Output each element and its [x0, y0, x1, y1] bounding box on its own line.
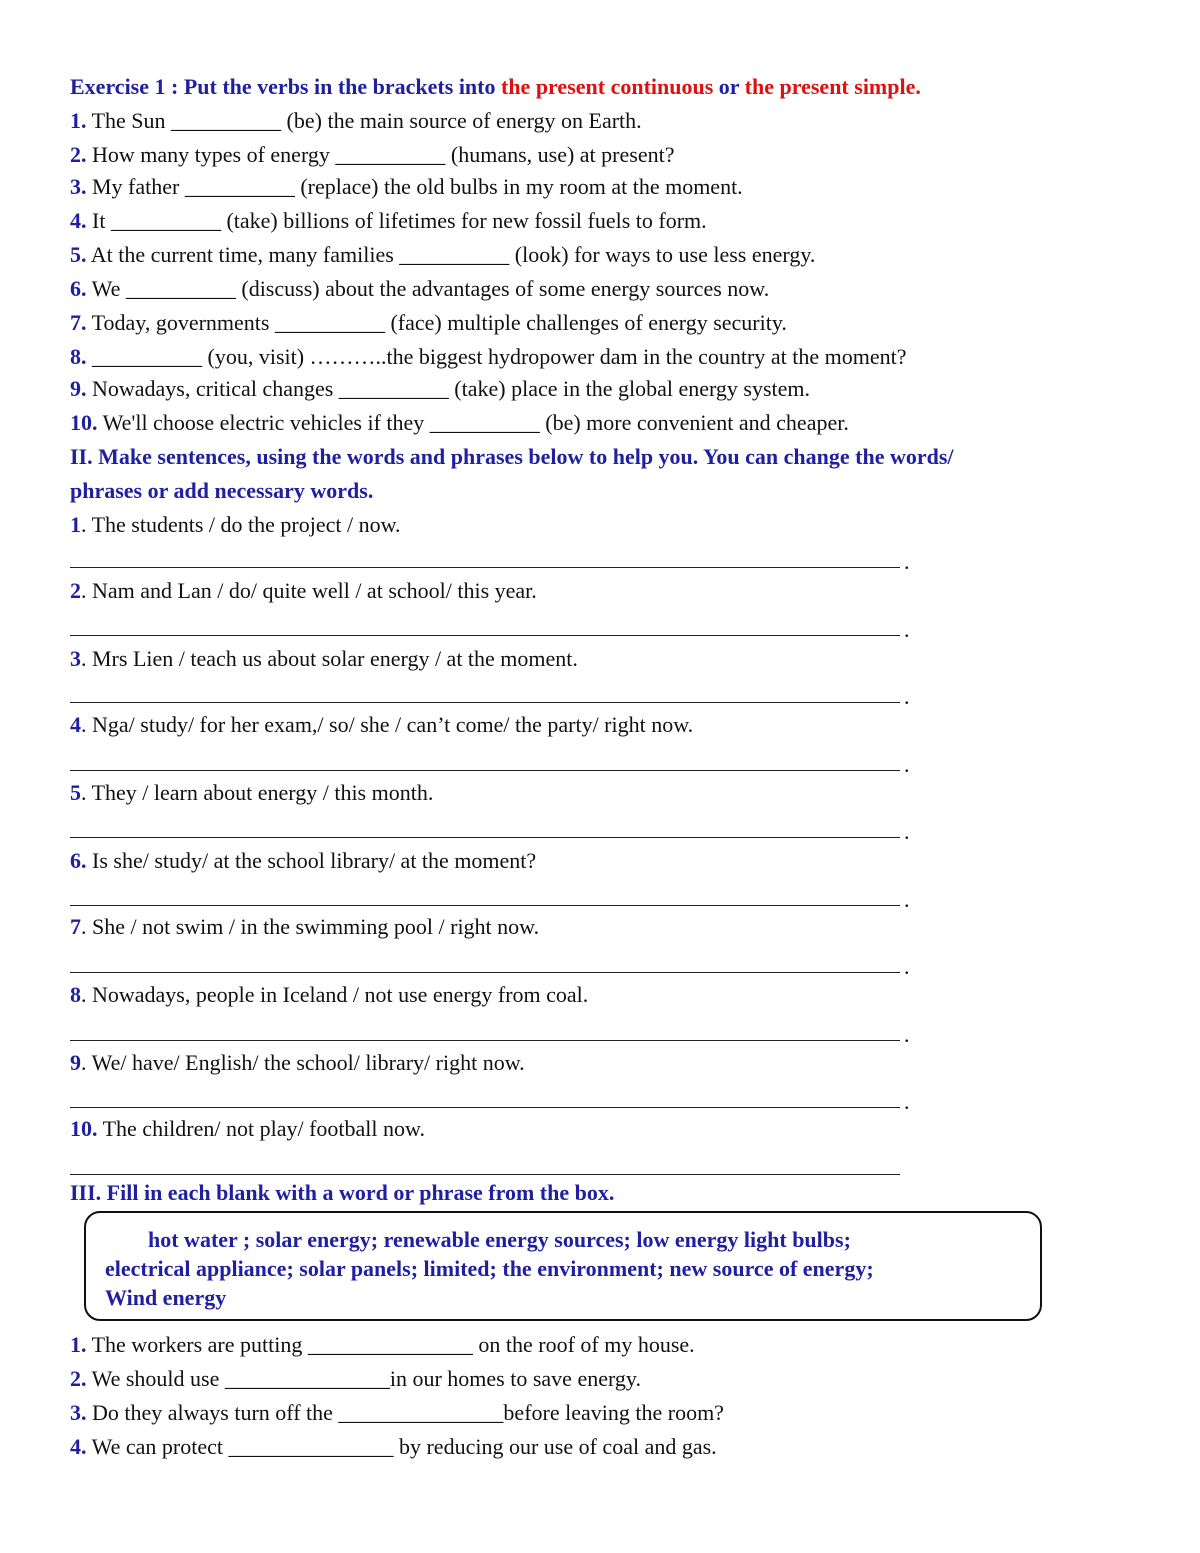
word-box-line-3: Wind energy: [105, 1285, 227, 1310]
item-text: We should use _______________in our homes to save energy.: [86, 1366, 641, 1391]
exercise-2-item: [70, 912, 539, 942]
exercise-1-heading: [70, 72, 921, 102]
exercise-2-item: [70, 510, 401, 540]
item-text: . Nowadays, people in Iceland / not use energy from coal.: [81, 982, 589, 1007]
exercise-1-item: [70, 206, 707, 236]
heading-connector: or: [713, 74, 745, 99]
item-number: 7: [70, 914, 81, 939]
exercise-1-item: [70, 308, 787, 338]
exercise-2-item: [70, 1048, 525, 1078]
answer-period: .: [904, 819, 910, 844]
item-number: 1: [70, 512, 81, 537]
item-number: 5.: [70, 242, 87, 267]
exercise-2-heading-line-1: II. Make sentences, using the words and phrases below to help you. You can change the words/: [70, 444, 954, 469]
exercise-3-item: [70, 1330, 695, 1360]
answer-line[interactable]: [70, 972, 900, 973]
exercise-1-item: [70, 172, 743, 202]
answer-period: .: [904, 549, 910, 574]
answer-period: .: [904, 617, 910, 642]
item-number: 10.: [70, 1116, 98, 1141]
item-number: 6.: [70, 848, 87, 873]
item-number: 8: [70, 982, 81, 1007]
item-text: My father __________ (replace) the old bulbs in my room at the moment.: [86, 174, 743, 199]
item-text: At the current time, many families __________ (look) for ways to use less energy.: [86, 242, 816, 267]
answer-line[interactable]: [70, 1174, 900, 1175]
exercise-3-item: [70, 1398, 724, 1428]
answer-line[interactable]: [70, 702, 900, 703]
item-text: We'll choose electric vehicles if they __________ (be) more convenient and cheaper.: [97, 410, 849, 435]
item-text: . The students / do the project / now.: [81, 512, 401, 537]
item-text: Today, governments __________ (face) multiple challenges of energy security.: [86, 310, 787, 335]
answer-line[interactable]: [70, 635, 900, 636]
item-number: 2.: [70, 1366, 87, 1391]
answer-line[interactable]: [70, 567, 900, 568]
item-text: Nowadays, critical changes __________ (take) place in the global energy system.: [86, 376, 811, 401]
exercise-3-item: [70, 1432, 717, 1462]
answer-period: .: [904, 752, 910, 777]
item-text: . She / not swim / in the swimming pool / right now.: [81, 914, 540, 939]
item-number: 2.: [70, 142, 87, 167]
answer-period: .: [904, 684, 910, 709]
item-text: The workers are putting _______________ on the roof of my house.: [86, 1332, 695, 1357]
exercise-2-heading-line-2: phrases or add necessary words.: [70, 478, 374, 503]
word-box-line-1: hot water ; solar energy; renewable energy sources; low energy light bulbs;: [148, 1227, 851, 1252]
item-text: . Nam and Lan / do/ quite well / at school/ this year.: [81, 578, 537, 603]
exercise-2-item: [70, 778, 433, 808]
answer-period: .: [904, 954, 910, 979]
item-number: 1.: [70, 1332, 87, 1357]
item-text: It __________ (take) billions of lifetimes for new fossil fuels to form.: [86, 208, 707, 233]
item-text: . Nga/ study/ for her exam,/ so/ she / can’t come/ the party/ right now.: [81, 712, 694, 737]
item-number: 6.: [70, 276, 87, 301]
word-box-line-2: electrical appliance; solar panels; limited; the environment; new source of energy;: [105, 1256, 874, 1281]
exercise-1-item: [70, 106, 642, 136]
exercise-2-item: [70, 710, 693, 740]
item-number: 10.: [70, 410, 98, 435]
exercise-1-item: [70, 274, 769, 304]
item-number: 4.: [70, 1434, 87, 1459]
exercise-2-item: [70, 846, 536, 876]
answer-line[interactable]: [70, 770, 900, 771]
exercise-2-item: [70, 576, 537, 606]
answer-line[interactable]: [70, 905, 900, 906]
item-number: 3.: [70, 1400, 87, 1425]
item-number: 7.: [70, 310, 87, 335]
item-number: 4: [70, 712, 81, 737]
answer-period: .: [904, 887, 910, 912]
item-text: . They / learn about energy / this month.: [81, 780, 434, 805]
item-text: Is she/ study/ at the school library/ at the moment?: [86, 848, 537, 873]
exercise-1-item: [70, 408, 849, 438]
item-number: 5: [70, 780, 81, 805]
item-number: 9.: [70, 376, 87, 401]
exercise-1-item: [70, 342, 906, 372]
exercise-1-item: [70, 240, 815, 270]
item-text: . Mrs Lien / teach us about solar energy / at the moment.: [81, 646, 578, 671]
tense-present-simple: the present simple.: [744, 74, 921, 99]
exercise-2-item: [70, 644, 578, 674]
answer-line[interactable]: [70, 1107, 900, 1108]
item-text: The Sun __________ (be) the main source of energy on Earth.: [86, 108, 642, 133]
item-number: 8.: [70, 344, 87, 369]
exercise-1-item: [70, 374, 810, 404]
item-number: 3: [70, 646, 81, 671]
exercise-1-instruction: Exercise 1 : Put the verbs in the brackets into: [70, 74, 501, 99]
exercise-3-heading: III. Fill in each blank with a word or phrase from the box.: [70, 1180, 615, 1205]
exercise-2-item: [70, 1114, 425, 1144]
tense-present-continuous: the present continuous: [501, 74, 714, 99]
item-number: 3.: [70, 174, 87, 199]
item-text: We can protect _______________ by reducing our use of coal and gas.: [86, 1434, 717, 1459]
exercise-1-item: [70, 140, 674, 170]
item-text: Do they always turn off the _______________before leaving the room?: [86, 1400, 724, 1425]
item-number: 1.: [70, 108, 87, 133]
item-text: . We/ have/ English/ the school/ library/ right now.: [81, 1050, 525, 1075]
answer-line[interactable]: [70, 1040, 900, 1041]
item-number: 9: [70, 1050, 81, 1075]
exercise-2-item: [70, 980, 588, 1010]
answer-period: .: [904, 1022, 910, 1047]
item-text: We __________ (discuss) about the advantages of some energy sources now.: [86, 276, 770, 301]
item-text: __________ (you, visit) ………..the biggest hydropower dam in the country at the moment?: [86, 344, 907, 369]
answer-period: .: [904, 1089, 910, 1114]
item-text: The children/ not play/ football now.: [97, 1116, 425, 1141]
answer-line[interactable]: [70, 837, 900, 838]
item-number: 2: [70, 578, 81, 603]
exercise-3-item: [70, 1364, 641, 1394]
item-text: How many types of energy __________ (humans, use) at present?: [86, 142, 675, 167]
item-number: 4.: [70, 208, 87, 233]
